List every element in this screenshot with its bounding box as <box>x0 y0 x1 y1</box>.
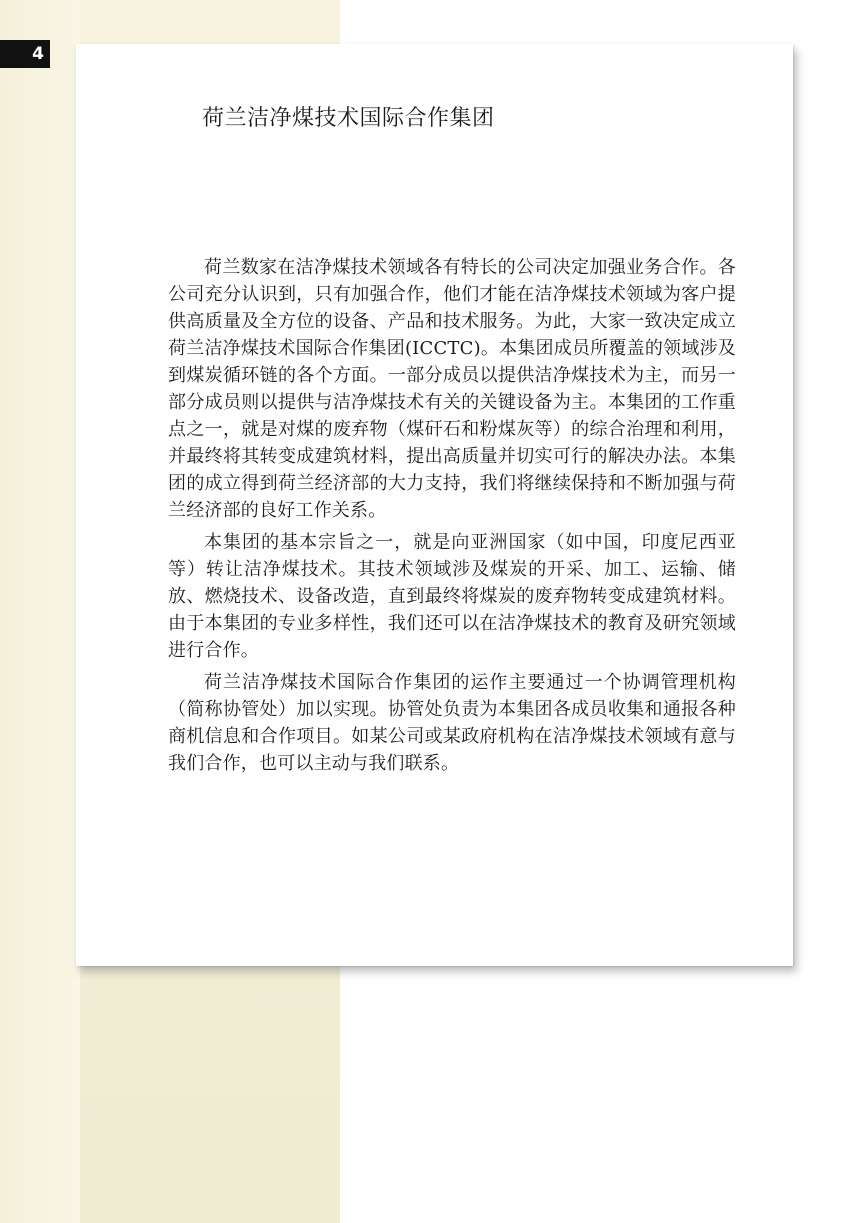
page-number: 4 <box>0 40 50 68</box>
paragraph-3: 荷兰洁净煤技术国际合作集团的运作主要通过一个协调管理机构（简称协管处）加以实现。协管处负责为本集团各成员收集和通报各种商机信息和合作项目。如某公司或某政府机构在洁净煤技术领域有意与我们合作，也可以主动与我们联系。 <box>168 672 736 774</box>
document-body <box>168 254 736 782</box>
document-sheet <box>76 44 793 966</box>
paragraph-1: 荷兰数家在洁净煤技术领域各有特长的公司决定加强业务合作。各公司充分认识到，只有加强合作，他们才能在洁净煤技术领域为客户提供高质量及全方位的设备、产品和技术服务。为此，大家一致决定成立荷兰洁净煤技术国际合作集团(ICCTC)。本集团成员所覆盖的领域涉及到煤炭循环链的各个方面。一部分成员以提供洁净煤技术为主，而另一部分成员则以提供与洁净煤技术有关的关键设备为主。本集团的工作重点之一，就是对煤的废弃物（煤矸石和粉煤灰等）的综合治理和利用，并最终将其转变成建筑材料，提出高质量并切实可行的解决办法。本集团的成立得到荷兰经济部的大力支持，我们将继续保持和不断加强与荷兰经济部的良好工作关系。 <box>168 257 736 521</box>
page-margin-strip <box>0 0 80 1223</box>
paragraph-2: 本集团的基本宗旨之一，就是向亚洲国家（如中国，印度尼西亚 等）转让洁净煤技术。其技术领域涉及煤炭的开采、加工、运输、储放、燃烧技术、设备改造，直到最终将煤炭的废弃物转变成建筑材料。由于本集团的专业多样性，我们还可以在洁净煤技术的教育及研究领域进行合作。 <box>168 532 736 661</box>
document-title: 荷兰洁净煤技术国际合作集团 <box>202 106 495 131</box>
